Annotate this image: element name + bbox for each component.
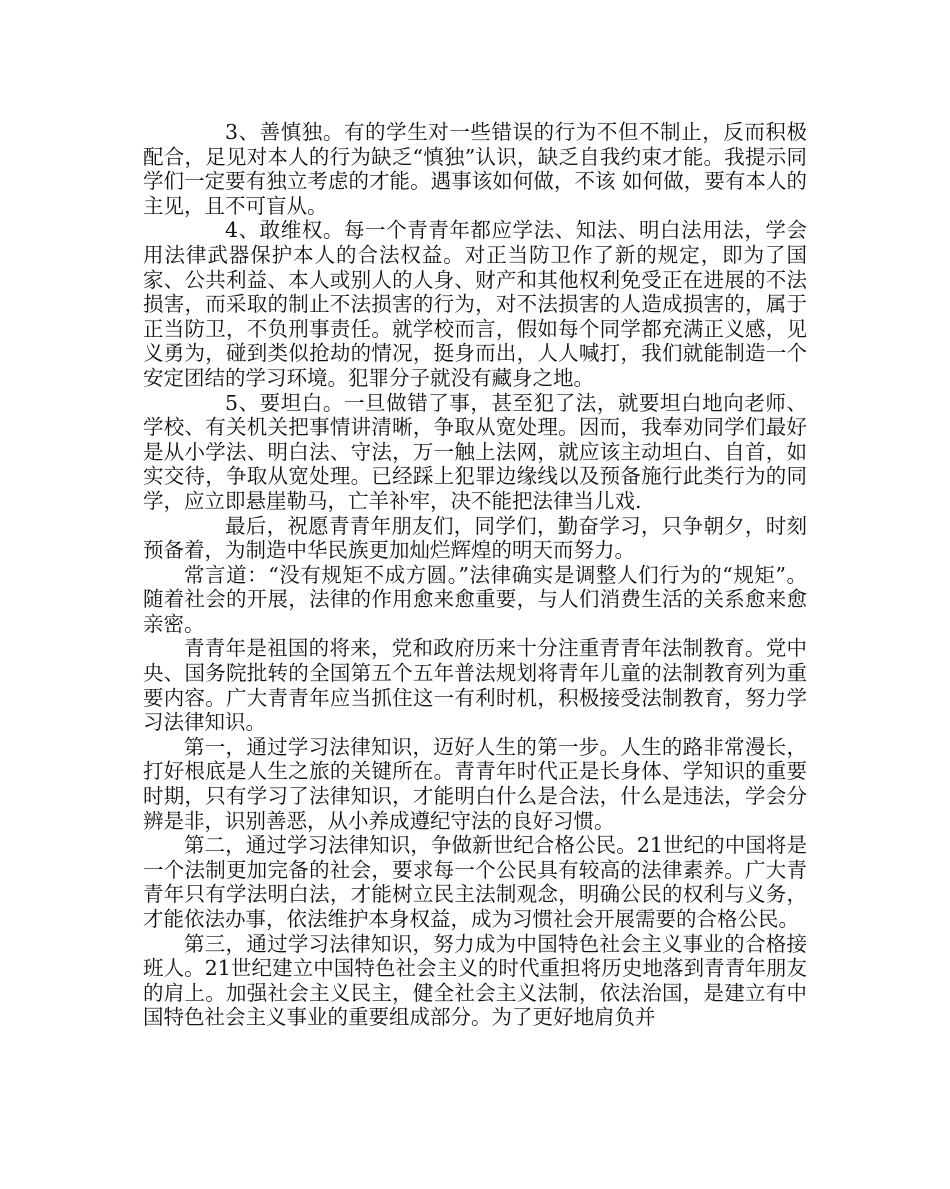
paragraph-youth-future: 青青年是祖国的将来，党和政府历来十分注重青青年法制教育。党中央、国务院批转的全国第五个五年普法规划将青年儿童的法制教育列为重要内容。广大青青年应当抓住这一有利时机，积极接受法制教育，努力学习法律知识。 xyxy=(143,636,807,735)
paragraph-confess: 5、要坦白。一旦做错了事，甚至犯了法，就要坦白地向老师、学校、有关机关把事情讲清晰，争取从宽处理。因而，我奉劝同学们最好是从小学法、明白法、守法，万一触上法网，就应该主动坦白、自首，如实交待，争取从宽处理。已经踩上犯罪边缘线以及预备施行此类行为的同学，应立即悬崖勒马，亡羊补牢，决不能把法律当儿戏. xyxy=(143,390,807,513)
document-body xyxy=(143,120,807,1030)
paragraph-second-point: 第二，通过学习法律知识，争做新世纪合格公民。21世纪的中国将是一个法制更加完备的社会，要求每一个公民具有较高的法律素养。广大青青年只有学法明白法，才能树立民主法制观念，明确公民的权利与义务，才能依法办事，依法维护本身权益，成为习惯社会开展需要的合格公民。 xyxy=(143,833,807,931)
paragraph-first-point: 第一，通过学习法律知识，迈好人生的第一步。人生的路非常漫长，打好根底是人生之旅的关键所在。青青年时代正是长身体、学知识的重要时期，只有学习了法律知识，才能明白什么是合法，什么是违法，学会分辨是非，识别善恶，从小养成遵纪守法的良好习惯。 xyxy=(143,734,807,833)
paragraph-defend-rights: 4、敢维权。每一个青青年都应学法、知法、明白法用法，学会用法律武器保护本人的合法权益。对正当防卫作了新的规定，即为了国家、公共利益、本人或别人的人身、财产和其他权利免受正在进展的不法损害，而采取的制止不法损害的行为，对不法损害的人造成损害的，属于正当防卫，不负刑事责任。就学校而言，假如每个同学都充满正义感，见义勇为，碰到类似抢劫的情况，挺身而出，人人喊打，我们就能制造一个安定团结的学习环境。犯罪分子就没有藏身之地。 xyxy=(143,218,807,390)
paragraph-proverb: 常言道：“没有规矩不成方圆。”法律确实是调整人们行为的“规矩”。随着社会的开展，法律的作用愈来愈重要，与人们消费生活的关系愈来愈亲密。 xyxy=(143,562,807,636)
paragraph-self-discipline: 3、善慎独。有的学生对一些错误的行为不但不制止，反而积极配合，足见对本人的行为缺乏“慎独”认识，缺乏自我约束才能。我提示同学们一定要有独立考虑的才能。遇事该如何做，不该 如何做，要有本人的主见，且不可盲从。 xyxy=(143,120,807,218)
paragraph-closing-wish: 最后，祝愿青青年朋友们，同学们，勤奋学习，只争朝夕，时刻预备着，为制造中华民族更加灿烂辉煌的明天而努力。 xyxy=(143,513,807,563)
paragraph-third-point: 第三，通过学习法律知识，努力成为中国特色社会主义事业的合格接班人。21世纪建立中国特色社会主义的时代重担将历史地落到青青年朋友的肩上。加强社会主义民主，健全社会主义法制，依法治国，是建立有中国特色社会主义事业的重要组成部分。为了更好地肩负并 xyxy=(143,931,807,1030)
